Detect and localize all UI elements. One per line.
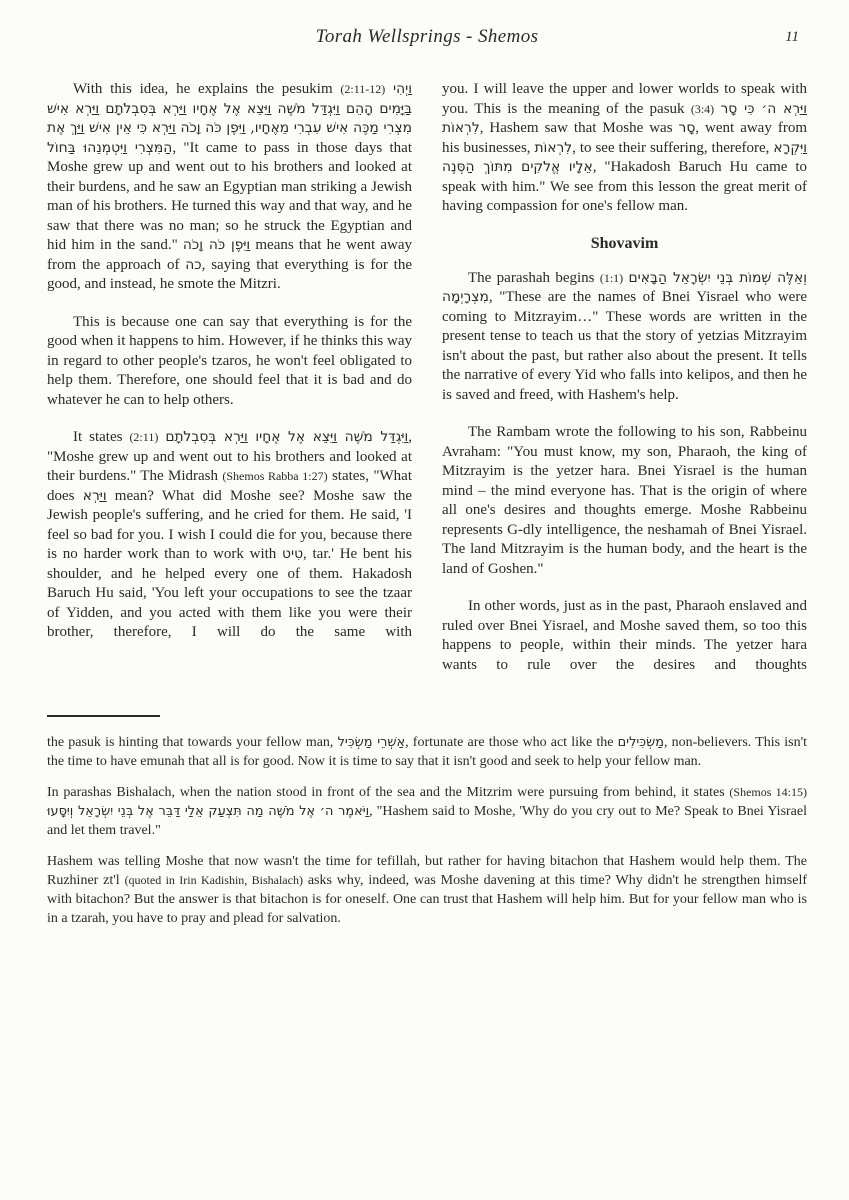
citation-reference: (quoted in Irin Kadishin, Bishalach) — [124, 873, 303, 887]
hebrew-text: וַיַּרְא — [82, 487, 107, 504]
paragraph — [442, 597, 807, 675]
hebrew-text: וְאֵלֶּה שְׁמוֹת בְּנֵי יִשְׂרָאֵל הַבָּאִים מִצְרָיְמָה — [442, 269, 808, 305]
hebrew-text: מַשְׂכִּילִים — [617, 735, 664, 750]
english-text: With this idea, he explains the pesukim — [73, 81, 341, 97]
english-text: mean? What did Moshe see? Moshe saw the Jewish people's suffering, and he cried for them. He said, 'I feel so bad for you. I wish I could die for you, because there is no harder work than to work with — [47, 487, 412, 562]
paragraph — [442, 269, 807, 406]
footnote-separator — [47, 715, 160, 717]
english-text: asks why, indeed, was Moshe davening at this time? Why didn't he strengthen himself with bitachon? But the answer is that bitachon is for oneself. One can trust that Hashem will help him. But for your fellow man who is in a tzarah, you have to pray and plead for salvation. — [47, 873, 808, 926]
citation-reference: (1:1) — [599, 270, 624, 285]
citation-reference: (2:11) — [129, 430, 159, 444]
citation-reference: (Shemos Rabba 1:27) — [222, 469, 328, 483]
paragraph — [442, 80, 807, 217]
paragraph — [47, 428, 412, 643]
english-text: means that he went away from the approach of — [47, 237, 412, 273]
english-text: , fortunate are those who act like the — [405, 735, 618, 750]
footnote — [47, 852, 807, 928]
citation-reference: (3:4) — [690, 101, 715, 116]
english-text: , "Moshe grew up and went out to his brothers and looked at their burdens." The Midrash — [47, 429, 412, 484]
right-column — [442, 80, 807, 693]
hebrew-text: טִיט — [282, 546, 304, 562]
footnotes-section — [47, 715, 807, 928]
english-text: , "Hakadosh Baruch Hu came to speak with him." We see from this lesson the great merit of having compassion for one's fellow man. — [442, 159, 807, 214]
hebrew-text: לִרְאוֹת — [534, 139, 573, 156]
english-text: , "It came to pass in those days that Moshe grew up and went out to his brothers and looked at their burdens, and he saw an Egyptian man striking a Jewish man of his brothers. He turned this way and that way, and he saw that there was no man; so he struck the Egyptian and hid him in the sand." — [47, 139, 412, 253]
footnote — [47, 783, 807, 840]
english-text — [385, 81, 393, 97]
hebrew-text: וַיְהִי בַּיָּמִים הָהֵם וַיִּגְדַּל מֹשֶׁה וַיֵּצֵא אֶל אֶחָיו וַיַּרְא בְּסִבְלֹתָם וַיַּרְא אִישׁ מִצְרִי מַכֶּה אִישׁ עִבְרִי מֵאֶחָיו, וַיִּפֶן כֹּה וָכֹה וַיַּרְא כִּי אֵין אִישׁ וַיַּךְ אֶת הַמִּצְרִי וַיִּטְמְנֵהוּ בַּחוֹל — [47, 81, 412, 156]
english-text: you. I will leave the upper and lower worlds to speak with you. This is the meaning of the pasuk — [442, 81, 807, 117]
english-text: The parashah begins — [468, 269, 600, 286]
english-text: , to see their suffering, therefore, — [572, 139, 774, 156]
page-number: 11 — [785, 29, 799, 45]
english-text: , tar.' He bent his shoulder, and he helped every one of them. Hakadosh Baruch Hu said, 'You left your occupations to see the tzaar of Yidden, and you acted with them like you were their brother, therefore, I will do the same with — [47, 546, 412, 640]
left-column — [47, 80, 412, 693]
hebrew-text: כה — [185, 256, 202, 273]
hebrew-text: וַיַּרְא ה׳ כִּי סָר לִרְאוֹת — [442, 100, 807, 136]
hebrew-text: סָר — [678, 120, 696, 136]
english-text: , non-believers. This isn't the time to have emunah that all is for good. Now it is time to say that it isn't good and seek to help your fellow man. — [47, 735, 808, 769]
page-title: Torah Wellsprings - Shemos — [315, 26, 539, 47]
paragraph — [442, 423, 807, 579]
paragraph — [47, 313, 412, 411]
english-text: The Rambam wrote the following to his son, Rabbeinu Avraham: "You must know, my son, Pharaoh, the king of Mitzrayim is the yetzer hara. Bnei Yisrael is the human mind – the mind everyone has. That is the origin of where all one's desires and thoughts emerge. Moshe Rabbeinu represents G-dly intelligence, the neshamah of Bnei Yisrael. The land Mitzrayim is the human body, and the heart is the land of Goshen." — [442, 424, 807, 577]
hebrew-text: וַיִּגְדַּל מֹשֶׁה וַיֵּצֵא אֶל אֶחָיו וַיַּרְא בְּסִבְלֹתָם — [165, 429, 409, 445]
section-heading: Shovavim — [590, 234, 659, 252]
citation-reference: (2:11-12) — [340, 82, 386, 96]
hebrew-text: וַיֹּאמֶר ה׳ אֶל מֹשֶׁה מַה תִּצְעַק אֵלַי דַּבֵּר אֶל בְּנֵי יִשְׂרָאֵל וְיִסָּעוּ — [47, 804, 370, 819]
english-text: Hashem was telling Moshe that now wasn't the time for tefillah, but rather for having bitachon that Hashem would help them. The Ruzhiner zt'l — [47, 854, 807, 888]
english-text: In parashas Bishalach, when the nation stood in front of the sea and the Mitzrim were pursuing from behind, it states — [47, 785, 730, 800]
page-header — [47, 26, 807, 68]
english-text: the pasuk is hinting that towards your fellow man, — [47, 735, 338, 750]
english-text: , "Hashem said to Moshe, 'Why do you cry out to Me? Speak to Bnei Yisrael and let them travel." — [47, 804, 808, 838]
hebrew-text: וַיִּפֶן כֹּה וָכֹה — [182, 237, 251, 253]
english-text: This is because one can say that everything is for the good when it happens to him. However, if he thinks this way in regard to other people's tzaros, he won't feel obligated to help them. Therefore, one should feel that it is bad and do whatever he can to help others. — [47, 313, 412, 408]
hebrew-text: אַשְׁרֵי מַשְׂכִּיל — [337, 735, 406, 750]
english-text: , Hashem saw that Moshe was — [479, 120, 679, 136]
english-text: It states — [73, 429, 130, 445]
paragraph — [47, 80, 412, 295]
english-text: , went away from his businesses, — [442, 120, 807, 156]
english-text: , "These are the names of Bnei Yisrael who were coming to Mitzrayim…" These words are written in the present tense to teach us that the story of yetzias Mitzrayim isn't about the past, but rather also about the present. It tells the narrative of every Yid who falls into kelipos, and then he is saved and freed, with Hashem's help. — [442, 289, 807, 403]
english-text: In other words, just as in the past, Pharaoh enslaved and ruled over Bnei Yisrael, and Moshe saved them, so too this happens to people, within their minds. The yetzer hara wants to rule over the desires and thoughts — [442, 598, 807, 673]
two-column-layout — [47, 80, 807, 693]
citation-reference: (Shemos 14:15) — [729, 785, 807, 799]
english-text: states, "What does — [47, 468, 412, 504]
hebrew-text: וַיִּקְרָא אֵלָיו אֱלֹקִים מִתּוֹךְ הַסְּנֶה — [442, 139, 807, 175]
footnote — [47, 733, 807, 771]
english-text: , saying that everything is for the good, and instead, he smote the Mitzri. — [47, 256, 412, 292]
